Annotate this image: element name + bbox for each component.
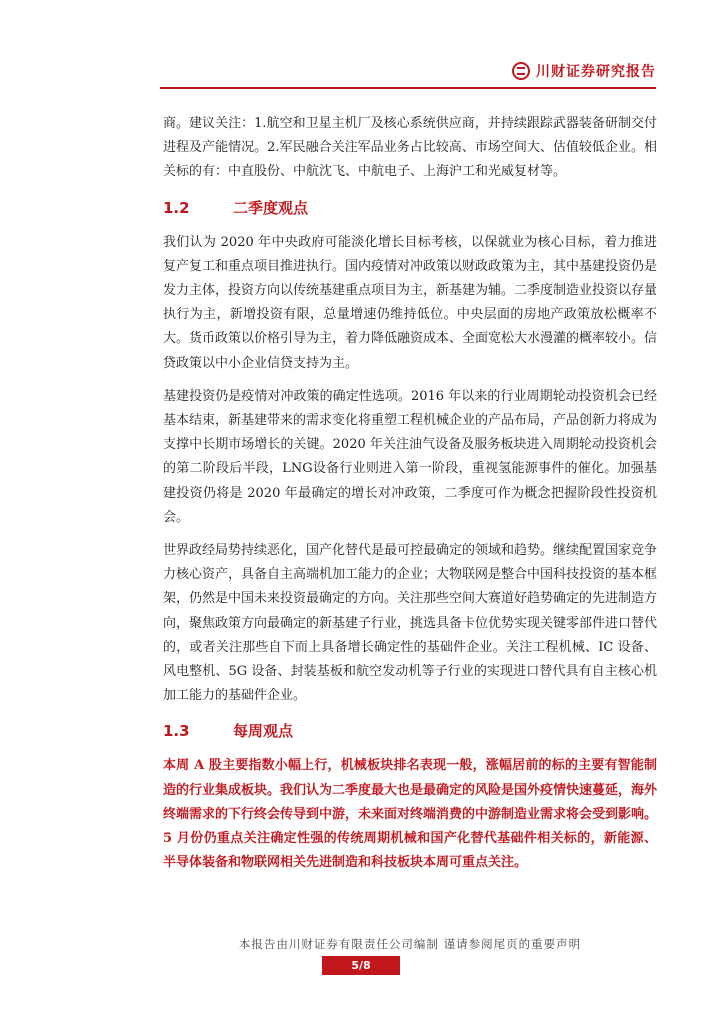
section-title: 每周观点 [233, 722, 294, 741]
header-brand [512, 60, 656, 82]
footer-disclaimer: 本报告由川财证券有限责任公司编制 谨请参阅尾页的重要声明 [238, 937, 582, 951]
body-paragraph: 基建投资仍是疫情对冲政策的确定性选项。2016 年以来的行业周期轮动投资机会已经基本结束，新基建带来的需求变化将重塑工程机械企业的产品布局，产品创新力将成为支撑中长期市场增长的关键。2020 年关注油气设备及服务板块进入周期轮动投资机会的第二阶段后半段，LNG设备行业则进入第一阶段，重视氢能源事件的催化。加强基建投资仍将是 2020 年最确定的增长对冲政策，二季度可作为概念把握阶段性投资机会。 [163, 388, 658, 525]
body-paragraph: 我们认为 2020 年中央政府可能淡化增长目标考核，以保就业为核心目标，着力推进复产复工和重点项目推进执行。国内疫情对冲政策以财政政策为主，其中基建投资仍是发力主体，投资方向以传统基建重点项目为主，新基建为辅。二季度制造业投资以存量执行为主，新增投资有限，总量增速仍维持低位。中央层面的房地产政策放松概率不大。货币政策以价格引导为主，着力降低融资成本、全面宽松大水漫灌的概率较小。信贷政策以中小企业信贷支持为主。 [163, 234, 658, 371]
section-number: 1.3 [163, 722, 190, 741]
chuancai-logo-icon [512, 62, 530, 80]
section-heading-1-2 [163, 197, 657, 218]
intro-paragraph: 商。建议关注：1.航空和卫星主机厂及核心系统供应商，并持续跟踪武器装备研制交付进程及产能情况。2.军民融合关注军品业务占比较高、市场空间大、估值较低企业。相关标的有：中直股份、中航沈飞、中航电子、上海沪工和光威复材等。 [163, 116, 657, 180]
report-body [163, 112, 657, 884]
brand-title: 川财证券研究报告 [536, 64, 656, 80]
header-divider [160, 87, 656, 89]
section-heading-1-3 [163, 720, 657, 741]
highlight-paragraph: 本周 A 股主要指数小幅上行，机械板块排名表现一般，涨幅居前的标的主要有智能制造的行业集成板块。我们认为二季度最大也是最确定的风险是国外疫情快速蔓延，海外终端需求的下行终会传导到中游，未来面对终端消费的中游制造业需求将会受到影响。5 月份仍重点关注确定性强的传统周期机械和国产化替代基础件相关标的，新能源、半导体装备和物联网相关先进制造和科技板块本周可重点关注。 [163, 758, 658, 871]
section-title: 二季度观点 [233, 198, 309, 217]
page-number: 5/8 [322, 956, 400, 975]
body-paragraph: 世界政经局势持续恶化，国产化替代是最可控最确定的领域和趋势。继续配置国家竞争力核心资产，具备自主高端机加工能力的企业；大物联网是整合中国科技投资的基本框架，仍然是中国未来投资最确定的方向。关注那些空间大赛道好趋势确定的先进制造方向，聚焦政策方向最确定的新基建子行业，挑选具备卡位优势实现关键零部件进口替代的，或者关注那些自下而上具备增长确定性的基础件企业。关注工程机械、IC 设备、风电整机、5G 设备、封装基板和航空发动机等子行业的实现进口替代具有自主核心机加工能力的基础件企业。 [163, 543, 658, 704]
section-number: 1.2 [163, 198, 190, 217]
